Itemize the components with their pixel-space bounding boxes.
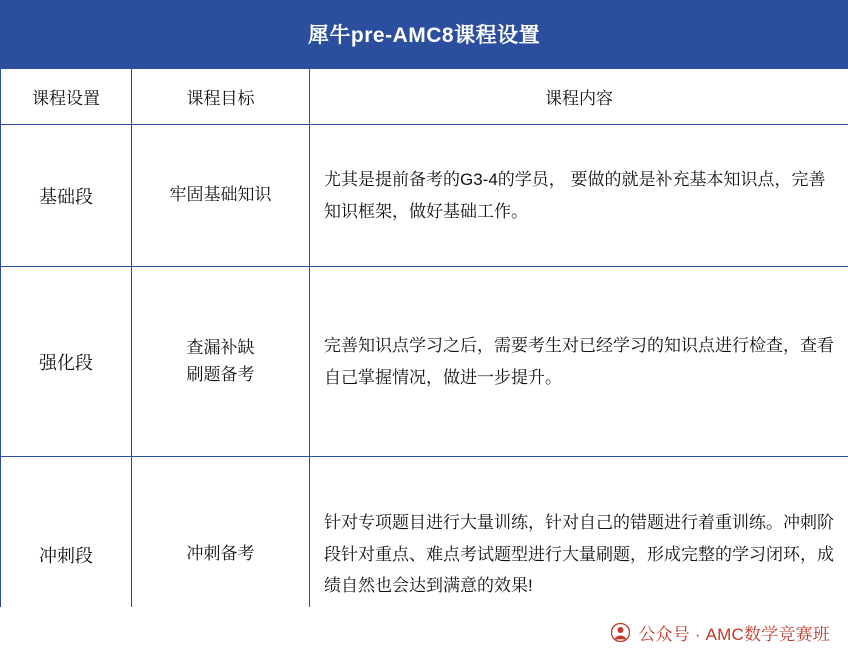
column-header-content: 课程内容 xyxy=(310,69,848,125)
cell-goal-sprint: 冲刺备考 xyxy=(132,457,310,653)
course-settings-table xyxy=(0,68,848,653)
cell-goal-basic: 牢固基础知识 xyxy=(132,125,310,267)
cell-content-strength: 完善知识点学习之后，需要考生对已经学习的知识点进行检查，查看自己掌握情况，做进一步提升。 xyxy=(310,267,848,457)
table-row xyxy=(1,267,848,457)
cell-goal-line: 查漏补缺 xyxy=(186,338,255,358)
table-header xyxy=(1,69,848,125)
table-body xyxy=(1,125,848,653)
cell-content-sprint: 针对专项题目进行大量训练，针对自己的错题进行着重训练。冲刺阶段针对重点、难点考试题型进行大量刷题，形成完整的学习闭环，成绩自然也会达到满意的效果! xyxy=(310,457,848,653)
column-header-stage: 课程设置 xyxy=(1,69,132,125)
table-header-row xyxy=(1,69,848,125)
page-title: 犀牛pre-AMC8课程设置 xyxy=(307,24,541,47)
cell-goal-strength xyxy=(132,267,310,457)
footer-watermark xyxy=(0,607,848,657)
cell-stage-basic: 基础段 xyxy=(1,125,132,267)
account-badge-icon xyxy=(611,623,630,642)
table-row xyxy=(1,125,848,267)
cell-content-basic: 尤其是提前备考的G3-4的学员， 要做的就是补充基本知识点，完善知识框架，做好基础工作。 xyxy=(310,125,848,267)
cell-stage-sprint: 冲刺段 xyxy=(1,457,132,653)
footer-account-text: 公众号 · AMC数学竞赛班 xyxy=(638,624,830,644)
page-title-bar xyxy=(0,0,848,68)
cell-goal-line: 刷题备考 xyxy=(186,364,255,384)
column-header-goal: 课程目标 xyxy=(132,69,310,125)
cell-stage-strength: 强化段 xyxy=(1,267,132,457)
